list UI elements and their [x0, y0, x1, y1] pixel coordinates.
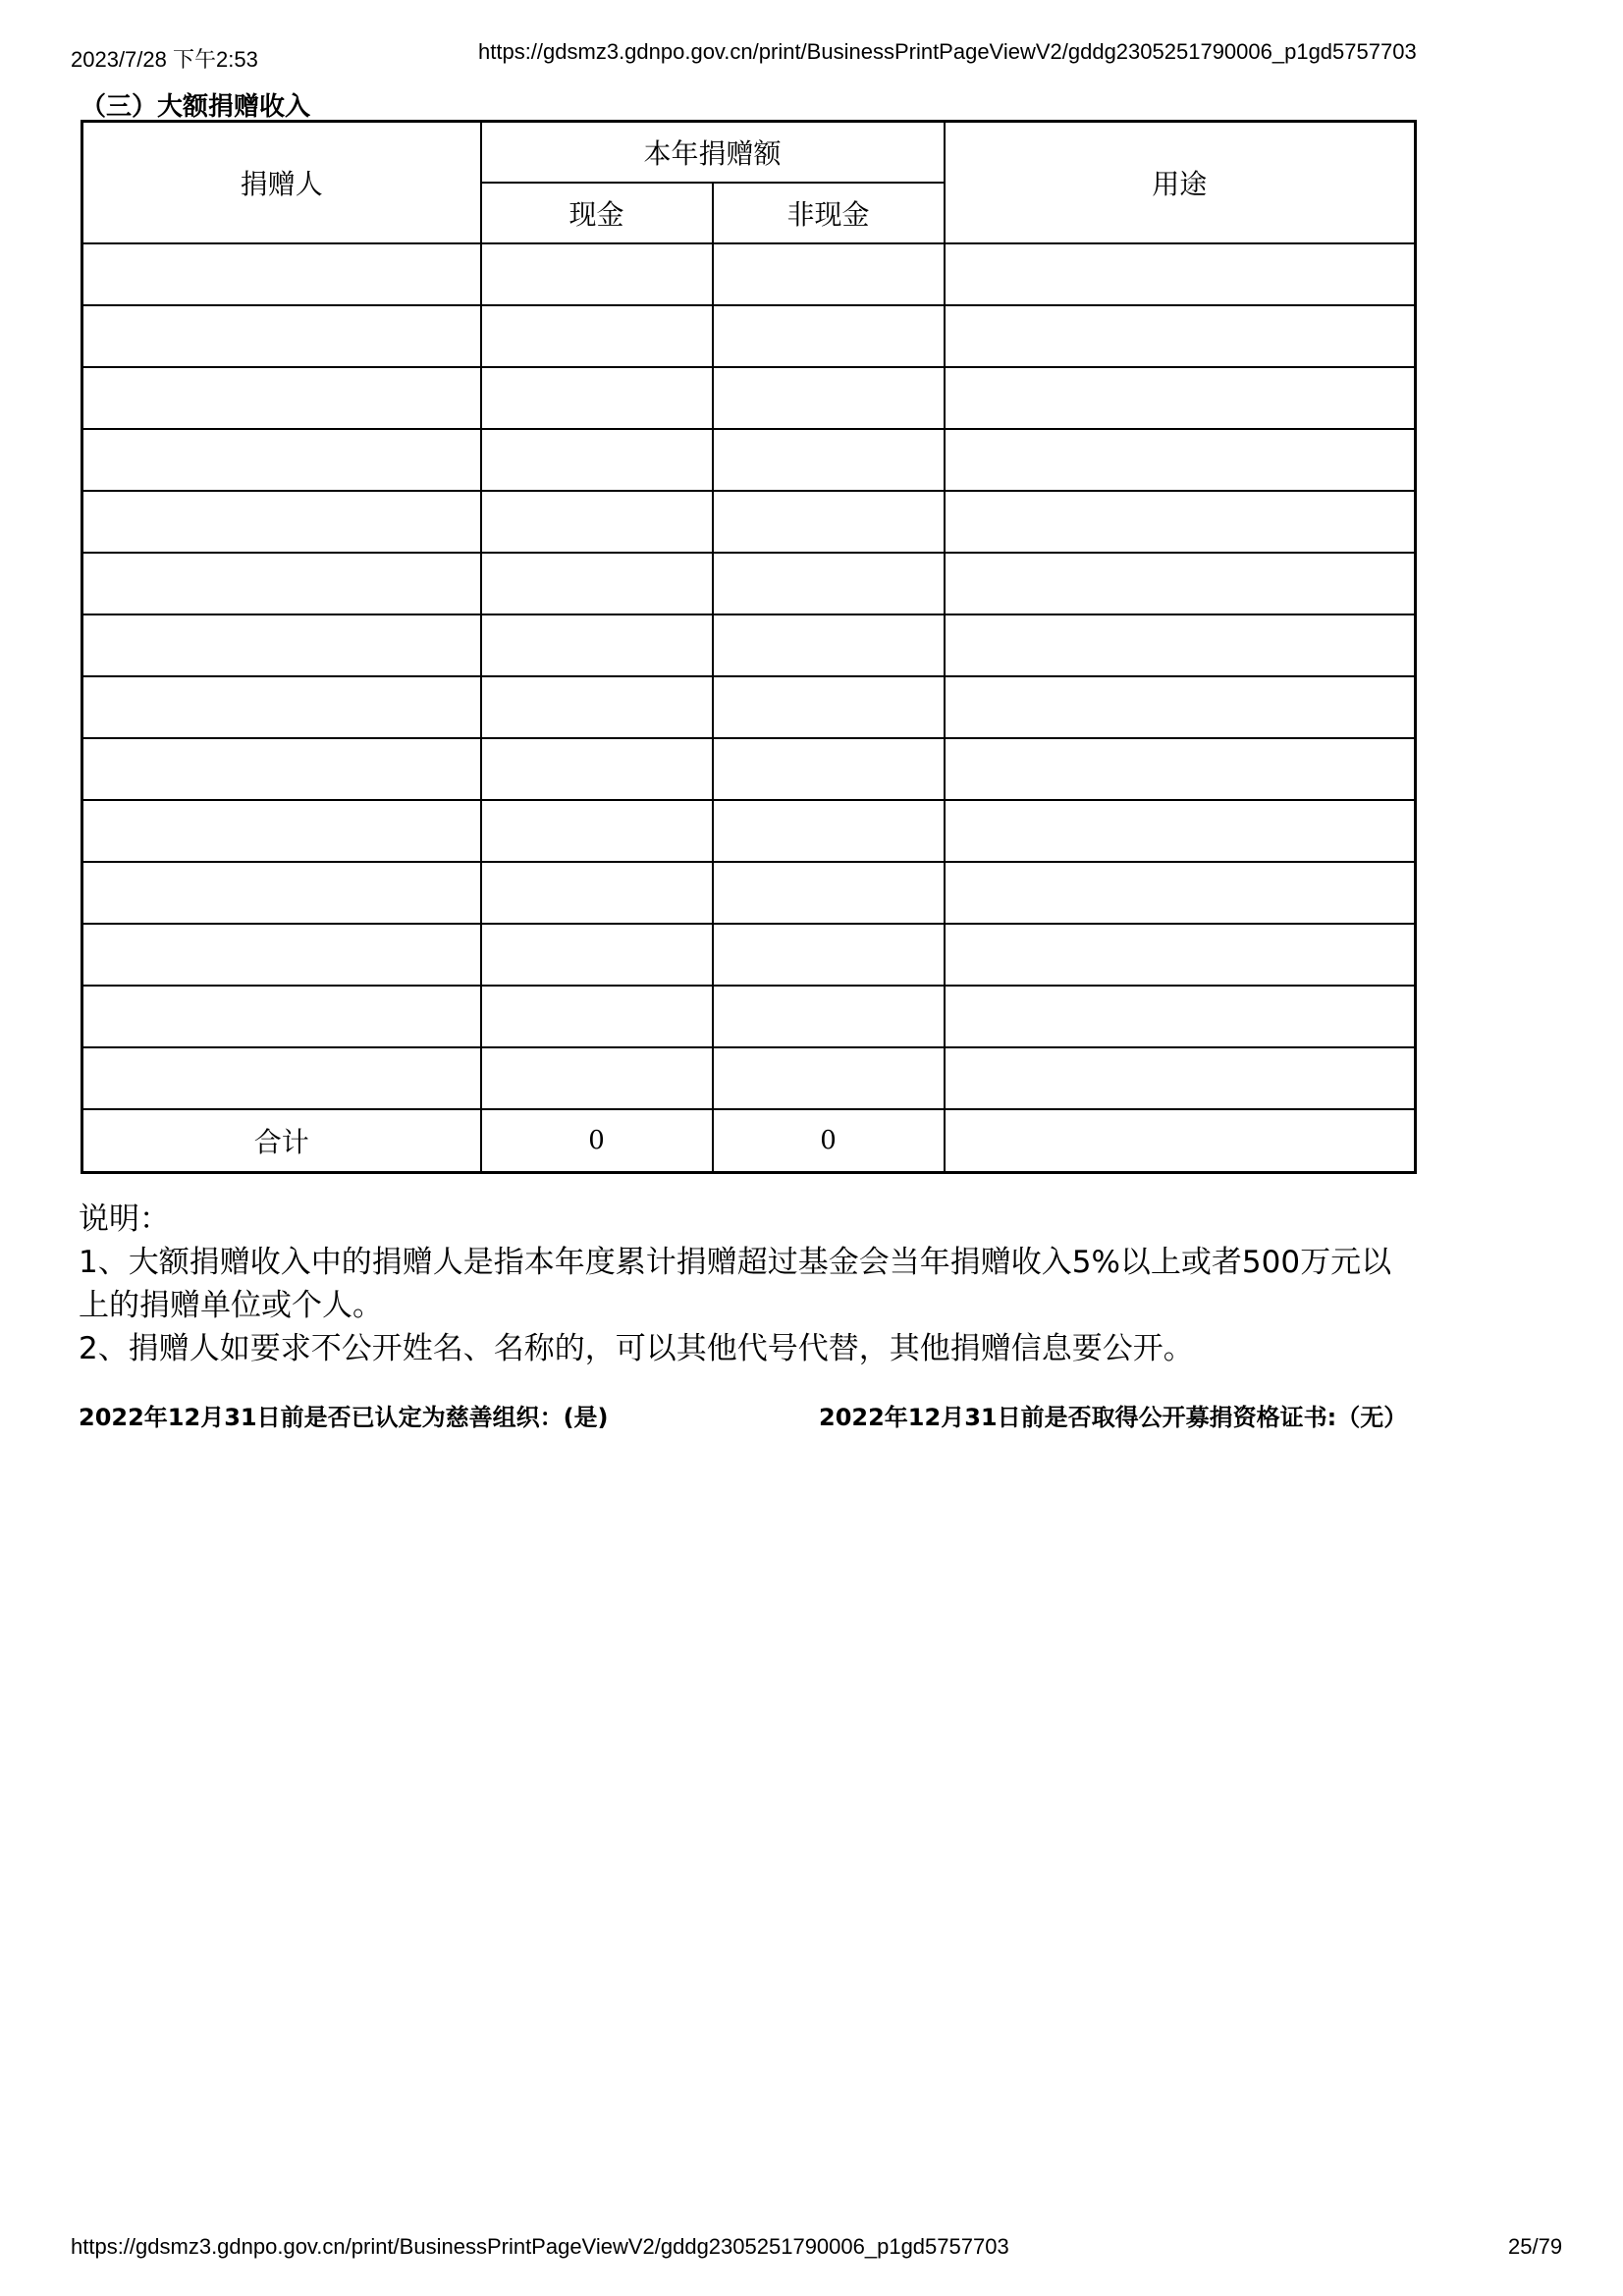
cell-non-cash — [713, 553, 945, 614]
table-row — [82, 986, 1416, 1047]
cell-non-cash — [713, 243, 945, 305]
total-non-cash: 0 — [713, 1109, 945, 1173]
cell-donor — [82, 553, 481, 614]
charity-status: 2022年12月31日前是否已认定为慈善组织：(是) — [79, 1404, 609, 1431]
cell-cash — [481, 800, 713, 862]
table-row — [82, 305, 1416, 367]
table-row — [82, 243, 1416, 305]
cell-cash — [481, 367, 713, 429]
cell-donor — [82, 738, 481, 800]
cell-cash — [481, 491, 713, 553]
print-datetime: 2023/7/28 下午2:53 — [71, 47, 258, 72]
total-label: 合计 — [82, 1109, 481, 1173]
table-row — [82, 862, 1416, 924]
cell-donor — [82, 1047, 481, 1109]
cell-purpose — [945, 367, 1416, 429]
note-1b: 上的捐赠单位或个人。 — [79, 1288, 383, 1323]
cell-non-cash — [713, 1047, 945, 1109]
cell-non-cash — [713, 800, 945, 862]
page-number: 25/79 — [1508, 2234, 1563, 2259]
cell-cash — [481, 1047, 713, 1109]
header-purpose: 用途 — [945, 122, 1416, 244]
total-purpose — [945, 1109, 1416, 1173]
cell-purpose — [945, 553, 1416, 614]
cell-non-cash — [713, 738, 945, 800]
cell-purpose — [945, 676, 1416, 738]
cell-cash — [481, 429, 713, 491]
header-cash: 现金 — [481, 183, 713, 243]
cell-donor — [82, 986, 481, 1047]
cell-purpose — [945, 429, 1416, 491]
cell-purpose — [945, 800, 1416, 862]
note-1a: 1、大额捐赠收入中的捐赠人是指本年度累计捐赠超过基金会当年捐赠收入5%以上或者500万元以 — [79, 1245, 1392, 1280]
cell-donor — [82, 924, 481, 986]
table-row — [82, 800, 1416, 862]
cell-donor — [82, 491, 481, 553]
cell-cash — [481, 305, 713, 367]
cell-purpose — [945, 614, 1416, 676]
total-cash: 0 — [481, 1109, 713, 1173]
cell-non-cash — [713, 491, 945, 553]
cell-donor — [82, 676, 481, 738]
notes-heading: 说明： — [79, 1201, 170, 1237]
cell-purpose — [945, 491, 1416, 553]
print-header-url: https://gdsmz3.gdnpo.gov.cn/print/BusinessPrintPageViewV2/gddg2305251790006_p1gd5757703 — [478, 39, 1417, 64]
cell-purpose — [945, 243, 1416, 305]
cell-purpose — [945, 924, 1416, 986]
cell-donor — [82, 367, 481, 429]
large-donations-table — [81, 120, 1417, 1174]
table-row — [82, 553, 1416, 614]
cell-non-cash — [713, 367, 945, 429]
cell-non-cash — [713, 429, 945, 491]
table-row — [82, 1047, 1416, 1109]
section-title: （三）大额捐赠收入 — [81, 92, 311, 122]
notes — [79, 1198, 1453, 1370]
cell-non-cash — [713, 862, 945, 924]
table-row — [82, 429, 1416, 491]
cell-non-cash — [713, 924, 945, 986]
cell-cash — [481, 553, 713, 614]
cell-donor — [82, 305, 481, 367]
cell-donor — [82, 800, 481, 862]
cell-purpose — [945, 738, 1416, 800]
cell-non-cash — [713, 676, 945, 738]
table-row — [82, 676, 1416, 738]
cell-cash — [481, 614, 713, 676]
cell-non-cash — [713, 305, 945, 367]
cell-cash — [481, 738, 713, 800]
cell-purpose — [945, 305, 1416, 367]
cell-non-cash — [713, 614, 945, 676]
header-non-cash: 非现金 — [713, 183, 945, 243]
cell-purpose — [945, 862, 1416, 924]
cell-donor — [82, 243, 481, 305]
note-2: 2、捐赠人如要求不公开姓名、名称的，可以其他代号代替，其他捐赠信息要公开。 — [79, 1331, 1194, 1366]
cell-non-cash — [713, 986, 945, 1047]
table-body — [82, 243, 1416, 1109]
cell-cash — [481, 243, 713, 305]
table-row — [82, 924, 1416, 986]
header-donor: 捐赠人 — [82, 122, 481, 244]
fundraising-status: 2022年12月31日前是否取得公开募捐资格证书:（无） — [819, 1404, 1408, 1431]
print-footer-url: https://gdsmz3.gdnpo.gov.cn/print/BusinessPrintPageViewV2/gddg2305251790006_p1gd5757703 — [71, 2234, 1009, 2259]
cell-cash — [481, 986, 713, 1047]
cell-cash — [481, 862, 713, 924]
cell-donor — [82, 429, 481, 491]
table-row — [82, 491, 1416, 553]
cell-cash — [481, 676, 713, 738]
total-row — [82, 1109, 1416, 1173]
table-row — [82, 614, 1416, 676]
header-annual-amount: 本年捐赠额 — [481, 122, 945, 184]
cell-donor — [82, 862, 481, 924]
cell-purpose — [945, 986, 1416, 1047]
table-row — [82, 738, 1416, 800]
table-row — [82, 367, 1416, 429]
cell-purpose — [945, 1047, 1416, 1109]
cell-cash — [481, 924, 713, 986]
cell-donor — [82, 614, 481, 676]
